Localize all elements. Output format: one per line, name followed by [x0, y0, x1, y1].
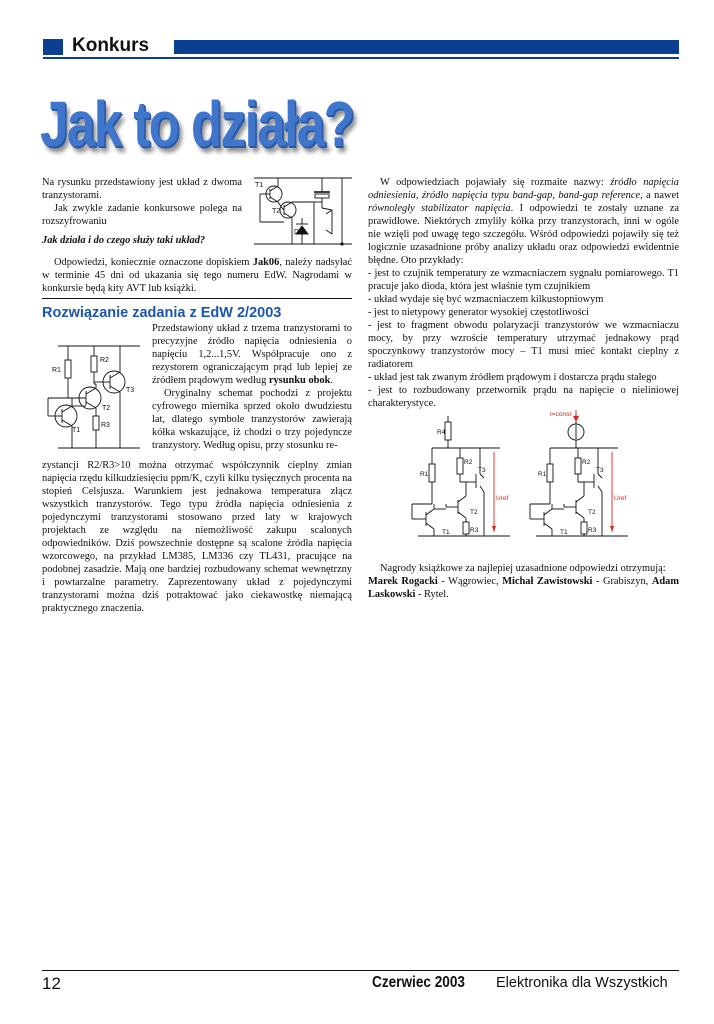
- left-label-t2: T2: [470, 509, 478, 516]
- sol-p1-bold: rysunku obok: [268, 375, 331, 386]
- winner-1-city: - Wągrowiec,: [437, 576, 503, 587]
- header-bar: [174, 40, 679, 54]
- solution-title: Rozwiązanie zadania z EdW 2/2003: [42, 305, 282, 321]
- label-t2: T2: [272, 208, 281, 215]
- footer-rule: [42, 970, 679, 971]
- solution-text-top: [152, 322, 352, 452]
- answer-pre: Odpowiedzi, koniecznie oznaczone dopiskiem: [54, 257, 253, 268]
- intro-p2: Jak zwykle zadanie konkursowe polega na rozszyfrowaniu: [42, 203, 242, 227]
- answer-code: Jak06: [252, 257, 280, 268]
- header-square: [43, 39, 63, 55]
- left-label-r1: R1: [420, 471, 429, 478]
- winner-3-city: - Rytel.: [415, 589, 449, 600]
- winner-3-name: Adam Laskowski: [368, 576, 679, 600]
- intro-text: [42, 176, 242, 228]
- section-header: Konkurs: [72, 35, 150, 56]
- label-t1: T1: [255, 182, 264, 189]
- prizes-intro: Nagrody książkowe za najlepiej uzasadnione odpowiedzi otrzymują:: [380, 563, 666, 574]
- resp-intro-post: . I odpowiedzi te zostały uznane za prawidłowe. Niektórych zmyliły kółka przy tranzystorach, inni w ogóle nie wzięli pod uwagę tego szczegółu. Wśród odpowiedzi pojawiły się też logicznie uzasadnione próby analizy układu oraz odpowiedzi ewidentnie błędne. Oto przykłady:: [368, 203, 680, 266]
- resp-item: - jest to fragment obwodu polaryzacji tranzystorów we wzmacniaczu mocy, by przy wzroście temperatury utrzymać jednakowy prąd spoczynkowy tranzystorów mocy – T1 musi mieć kontakt cieplny z radiatorem: [368, 320, 679, 370]
- right-label-r3: R3: [588, 527, 597, 534]
- left-label-r3: R3: [470, 527, 479, 534]
- label-d: D: [294, 229, 300, 236]
- contest-question: Jak działa i do czego służy taki układ?: [42, 235, 206, 246]
- right-label-t1: T1: [560, 529, 568, 536]
- intro-p1: Na rysunku przedstawiony jest układ z dwoma tranzystorami.: [42, 177, 242, 201]
- right-label-r2: R2: [582, 459, 591, 466]
- resp-item: - jest to nietypowy generator wysokiej częstotliwości: [368, 307, 590, 318]
- resp-intro-it2: równoległy stabilizator napięcia: [368, 203, 511, 214]
- left-label-uref: Uref: [496, 495, 509, 502]
- resp-item: - układ jest tak zwanym źródłem prądowym i dostarcza prądu stałego: [368, 372, 657, 383]
- winner-2-city: - Grabiszyn,: [592, 576, 652, 587]
- sol-p1-pre: Przedstawiony układ z trzema tranzystorami to precyzyjne źródło napięcia odniesienia o napięciu 1,2...1,5V. Współpracuje ono z rezystorem ograniczającym prąd lub lepiej ze źródłem prądowym według: [152, 323, 352, 386]
- right-label-iconst: I=const: [550, 411, 572, 418]
- sol-label-t1: T1: [72, 427, 81, 434]
- responses-section: [368, 176, 679, 410]
- right-label-t2: T2: [588, 509, 596, 516]
- sol-label-t2: T2: [102, 405, 111, 412]
- sol-label-r1: R1: [52, 367, 61, 374]
- left-label-t1: T1: [442, 529, 450, 536]
- solution-text-bottom: [42, 459, 352, 615]
- sol-p1-post: .: [330, 375, 333, 386]
- sol-p2: Oryginalny schemat pochodzi z projektu cyfrowego miernika sprzed około dwudziestu lat, dlatego symbole tranzystorów zawierają kółka wskazujące, iż chodzi o trzy pojedyncze tranzystory. Według opisu, przy stosunku re-: [152, 388, 352, 451]
- left-label-r2: R2: [464, 459, 473, 466]
- sol-label-r2: R2: [100, 357, 109, 364]
- resp-intro-mid: , a nawet: [640, 190, 679, 201]
- sol-label-t3: T3: [126, 387, 135, 394]
- resp-item: - jest to czujnik temperatury ze wzmacniaczem sygnału pomiarowego. T1 pracuje jako dioda, która jest właśnie tym czujnikiem: [368, 268, 679, 292]
- resp-item: - jest to rozbudowany przetwornik prądu na napięcie o nieliniowej charakterystyce.: [368, 385, 679, 409]
- answer-instructions: [42, 256, 352, 295]
- prize-winners: [368, 562, 679, 601]
- resp-intro-it1: źródło napięcia odniesienia, źródło napięcia typu band-gap, band-gap reference: [368, 177, 679, 201]
- magazine-name: Elektronika dla Wszystkich: [496, 975, 668, 991]
- right-label-t3: T3: [596, 467, 604, 474]
- left-label-r4: R4: [437, 429, 446, 436]
- page-number: 12: [42, 974, 61, 993]
- solution-schematic: [44, 330, 150, 452]
- column-separator: [42, 298, 352, 299]
- article-title: Jak to działa?: [40, 88, 354, 160]
- winner-2-name: Michał Zawistowski: [502, 576, 593, 587]
- resp-item: - układ wydaje się być wzmacniaczem kilkustopniowym: [368, 294, 604, 305]
- issue-date: Czerwiec 2003: [372, 974, 465, 991]
- right-label-uref: Uref: [614, 495, 627, 502]
- comparison-schematics: [410, 408, 678, 550]
- sol-label-r3: R3: [101, 422, 110, 429]
- right-label-r1: R1: [538, 471, 547, 478]
- resp-intro-pre: W odpowiedziach pojawiały się rozmaite nazwy:: [380, 177, 611, 188]
- answer-post: , należy nadsyłać w terminie 45 dni od ukazania się tego numeru EdW. Nagrodami w konkursie będą kity AVT lub książki.: [42, 257, 352, 294]
- left-label-t3: T3: [478, 467, 486, 474]
- winner-1-name: Marek Rogacki: [368, 576, 438, 587]
- sol-p3: zystancji R2/R3>10 można otrzymać współczynnik cieplny zmian napięcia rzędu kilkudziesięciu ppm/K, czyli kilku tysięcznych procenta na stopień Celsjusza. Warunkiem jest jednakowa temperatura złącz wszystkich tranzystorów. Tego typu źródła napięcia odniesienia z pojedynczymi tranzystorami stosowano przed laty w krajowych projektach ze względu na niemożliwość zakupu scalonych odpowiedników. Dziś powszechnie dostępne są scalone źródła napięcia wzorcowego, na przykład LM385, LM336 czy TL431, pracujące na podobnej zasadzie. Mają one bardziej rozbudowany schemat wewnętrzny i powtarzalne parametry. Zaprezentowany układ z pojedynczymi tranzystorami można dziś potraktować jako ciekawostkę niemającą praktycznego znaczenia.: [42, 460, 352, 614]
- header-rule: [43, 57, 679, 59]
- contest-schematic: [252, 174, 356, 250]
